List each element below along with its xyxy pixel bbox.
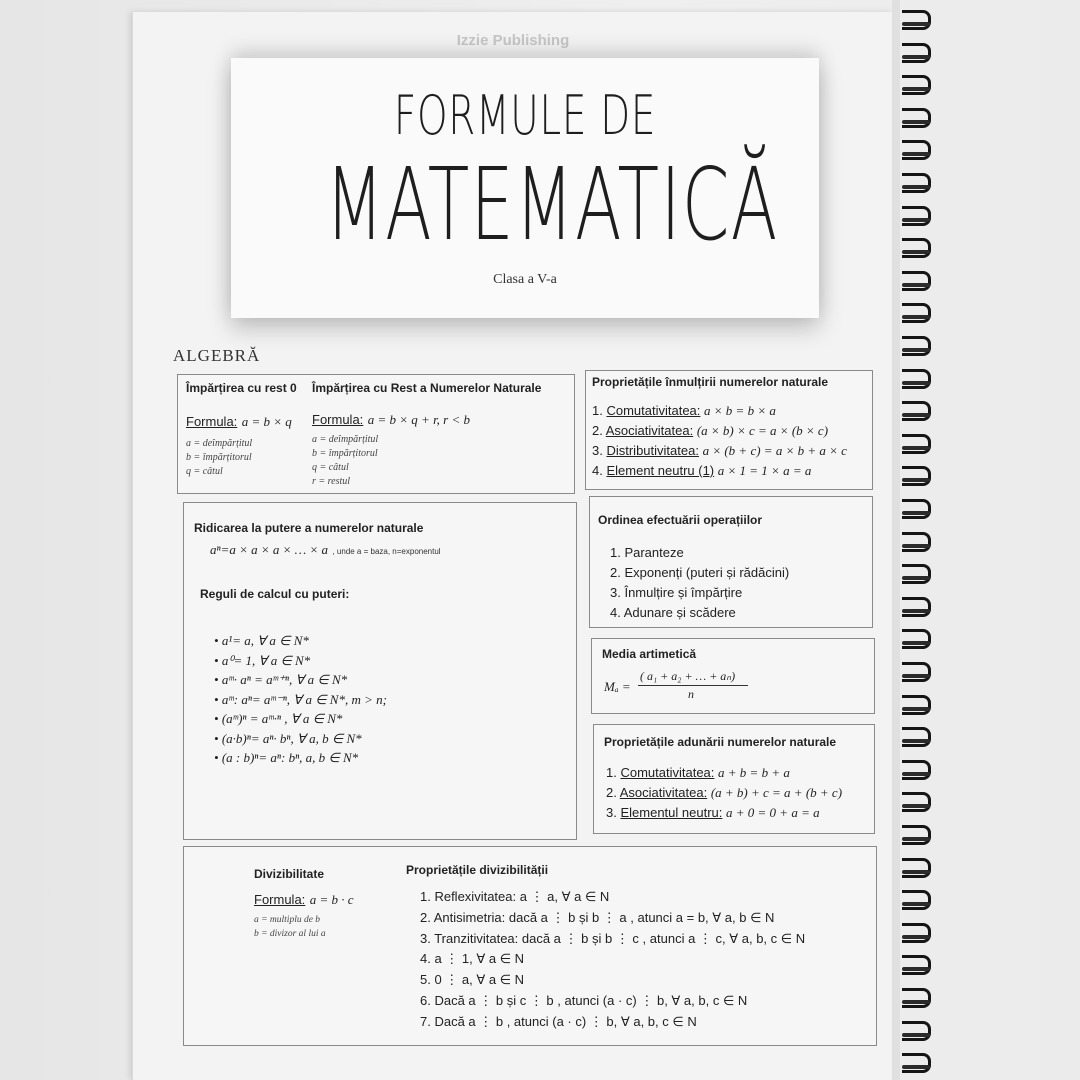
divisibility-properties-heading: Proprietățile divizibilității (406, 863, 549, 877)
list-item: • (a : b)ⁿ= aⁿ: bⁿ, a, b ∈ N* (214, 750, 359, 765)
division-rest0-formula (186, 413, 292, 431)
title-banner (231, 58, 819, 318)
spiral-coil (902, 921, 936, 941)
list-item: 2. Asociativitatea: (a × b) × c = a × (b × c) (592, 423, 829, 438)
division-rest0-vars (186, 437, 252, 479)
mean-denominator: n (688, 687, 694, 701)
notebook-page (132, 12, 893, 1080)
division-rest0-heading: Împărțirea cu rest 0 (186, 381, 297, 395)
section-title: ALGEBRĂ (173, 346, 261, 365)
fraction-bar (638, 685, 748, 686)
list-item: 3. Înmulțire și împărțire (610, 585, 743, 600)
power-rules-heading: Reguli de calcul cu puteri: (200, 587, 350, 601)
multiplication-properties-box (585, 370, 873, 490)
spiral-coil (902, 138, 936, 158)
spiral-coil (902, 497, 936, 517)
list-item: • (aᵐ)ⁿ = aᵐ·ⁿ , ∀ a ∈ N* (214, 711, 343, 726)
var-line: b = împărțitorul (312, 448, 378, 459)
division-rest-vars (312, 433, 378, 489)
powers-box (183, 502, 577, 840)
spiral-coil (902, 1019, 936, 1039)
list-item: 4. Adunare și scădere (610, 605, 736, 620)
spiral-coil (902, 367, 936, 387)
addition-heading: Proprietățile adunării numerelor naturale (604, 735, 837, 749)
formula-label: Formula: (312, 412, 364, 427)
title-line-1: FORMULE DE (393, 84, 657, 147)
addition-properties-box (593, 724, 875, 834)
spiral-coil (902, 660, 936, 680)
list-item: • a⁰= 1, ∀ a ∈ N* (214, 652, 311, 668)
list-item: • a¹= a, ∀ a ∈ N* (214, 633, 309, 648)
list-item: 4. a ⋮ 1, ∀ a ∈ N (420, 951, 525, 967)
list-item: 2. Asociativitatea: (a + b) + c = a + (b + c) (606, 785, 843, 800)
division-box (177, 374, 575, 494)
spiral-coil (902, 171, 936, 191)
divisibility-formula: Formula: a = b · c (254, 892, 354, 907)
var-line: a = deîmpărțitul (186, 438, 253, 449)
page-edge (892, 0, 900, 1080)
publisher-name: Izzie Publishing (456, 32, 570, 49)
spiral-coil (902, 8, 936, 28)
spiral-coil (902, 562, 936, 582)
order-list (610, 543, 789, 623)
divisibility-box (183, 846, 877, 1046)
spiral-coil (902, 204, 936, 224)
arithmetic-mean-box (591, 638, 875, 714)
spiral-coil (902, 1051, 936, 1071)
list-item: 7. Dacă a ⋮ b , atunci (a · c) ⋮ b, ∀ a, b, c ∈ N (420, 1013, 697, 1029)
order-heading: Ordinea efectuării operațiilor (598, 513, 763, 527)
spiral-coil (902, 986, 936, 1006)
spiral-coil (902, 464, 936, 484)
power-definition: aⁿ=a × a × a × … × a , unde a = baza, n=exponentul (210, 542, 441, 557)
divisibility-vars (254, 913, 326, 941)
spiral-coil (902, 236, 936, 256)
spiral-coil (902, 399, 936, 419)
spiral-coil (902, 73, 936, 93)
list-item: 2. Exponenți (puteri și rădăcini) (610, 565, 790, 580)
list-item: 1. Paranteze (610, 545, 684, 560)
spiral-coil (902, 693, 936, 713)
order-of-operations-box (589, 496, 873, 628)
spiral-coil (902, 888, 936, 908)
spiral-coil (902, 106, 936, 126)
spiral-coil (902, 41, 936, 61)
list-item: 6. Dacă a ⋮ b și c ⋮ b , atunci (a · c) ⋮ b, ∀ a, b, c ∈ N (420, 992, 748, 1008)
var-line: b = divizor al lui a (254, 929, 326, 939)
spiral-coil (902, 790, 936, 810)
multiplication-list (592, 401, 847, 481)
formula-expression: a = b × q (241, 414, 292, 429)
list-item: • (a·b)ⁿ= aⁿ· bⁿ, ∀ a, b ∈ N* (214, 730, 362, 746)
list-item: 3. Tranzitivitatea: dacă a ⋮ b și b ⋮ c , atunci a ⋮ c, ∀ a, b, c ∈ N (420, 930, 806, 946)
spiral-coil (902, 432, 936, 452)
spiral-coil (902, 627, 936, 647)
list-item: 3. Elementul neutru: a + 0 = 0 + a = a (606, 805, 820, 820)
divisibility-heading: Divizibilitate (254, 867, 325, 881)
var-line: r = restul (312, 476, 351, 487)
addition-list (606, 763, 842, 823)
division-rest-formula (312, 411, 470, 429)
var-line: a = deîmpărțitul (312, 434, 379, 445)
division-rest-heading: Împărțirea cu Rest a Numerelor Naturale (312, 381, 542, 395)
mean-lhs: Mₐ = (604, 679, 631, 694)
spiral-coil (902, 595, 936, 615)
spiral-coil (902, 269, 936, 289)
list-item: • aᵐ: aⁿ= aᵐ⁻ⁿ, ∀ a ∈ N*, m > n; (214, 691, 387, 707)
list-item: 3. Distributivitatea: a × (b + c) = a × b + a × c (592, 443, 847, 458)
list-item: 1. Comutativitatea: a + b = b + a (606, 765, 790, 780)
spiral-coil (902, 301, 936, 321)
formula-label: Formula: (186, 414, 238, 429)
list-item: 1. Reflexivitatea: a ⋮ a, ∀ a ∈ N (420, 889, 610, 904)
title-line-2: MATEMATICĂ (325, 146, 779, 263)
list-item: 2. Antisimetria: dacă a ⋮ b și b ⋮ a , atunci a = b, ∀ a, b ∈ N (420, 909, 775, 925)
spiral-coil (902, 953, 936, 973)
spiral-coil (902, 725, 936, 745)
spiral-coil (902, 530, 936, 550)
power-rules-list (214, 631, 387, 768)
list-item: 1. Comutativitatea: a × b = b × a (592, 403, 776, 418)
var-line: q = câtul (312, 462, 349, 473)
spiral-coil (902, 856, 936, 876)
var-line: q = câtul (186, 466, 223, 477)
list-item: 4. Element neutru (1) a × 1 = 1 × a = a (592, 463, 812, 478)
var-line: b = împărțitorul (186, 452, 252, 463)
formula-expression: a = b × q + r, r < b (367, 412, 471, 427)
divisibility-properties-list (420, 887, 805, 1033)
mean-numerator: ( a₁ + a₂ + … + aₙ) (640, 669, 736, 683)
list-item: 5. 0 ⋮ a, ∀ a ∈ N (420, 972, 525, 988)
spiral-coil (902, 758, 936, 778)
var-line: a = multiplu de b (254, 915, 321, 925)
spiral-coil (902, 334, 936, 354)
spiral-coil (902, 823, 936, 843)
mean-heading: Media artimetică (602, 647, 697, 661)
multiplication-heading: Proprietățile înmulțirii numerelor naturale (592, 375, 829, 389)
powers-heading: Ridicarea la putere a numerelor naturale (194, 521, 424, 535)
list-item: • aᵐ· aⁿ = aᵐ⁺ⁿ, ∀ a ∈ N* (214, 672, 348, 687)
subtitle: Clasa a V-a (493, 272, 557, 287)
